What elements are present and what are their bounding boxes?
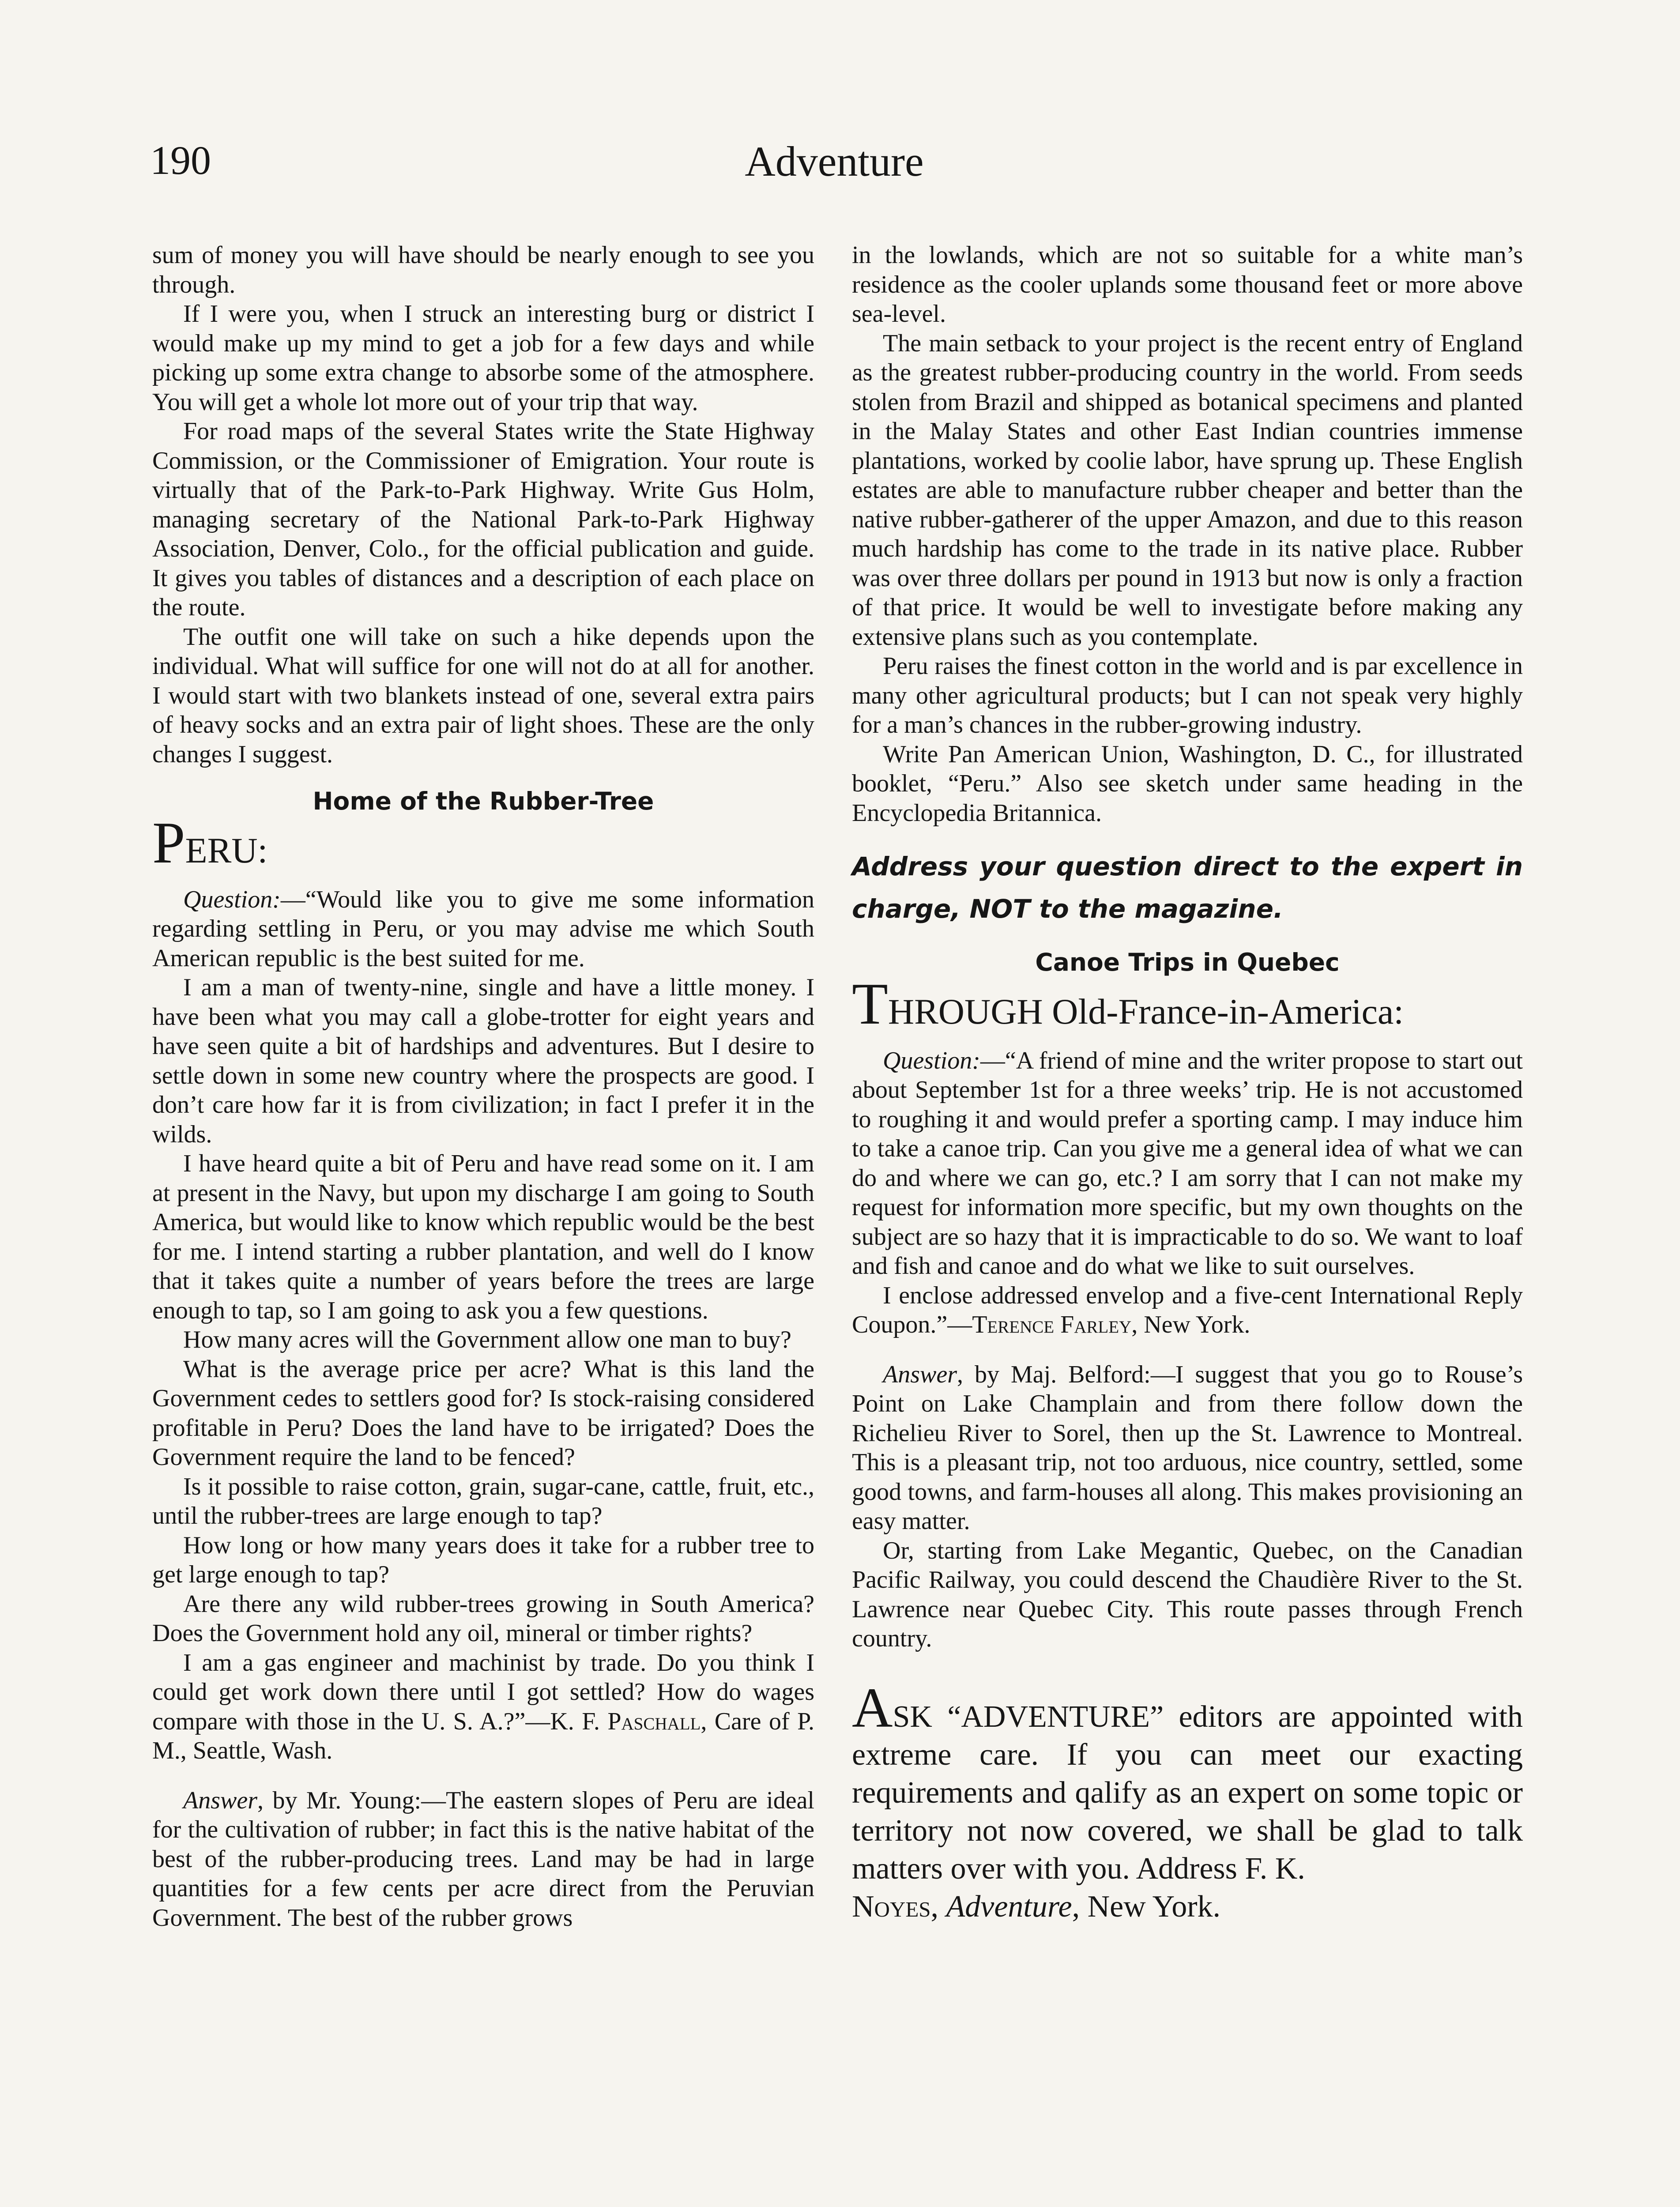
answer-paragraph: Or, starting from Lake Megantic, Quebec, on the Canadian Pacific Railway, you could descend the Chaudière River to the St. Lawrence near Quebec City. This route passes through French country. bbox=[852, 1537, 1523, 1652]
drop-initial: T bbox=[852, 971, 888, 1036]
question-text: I enclose addressed envelop and a five-cent International Reply Coupon.”— bbox=[852, 1281, 1523, 1338]
section-lead-peru bbox=[152, 810, 814, 875]
question-paragraph: Is it possible to raise cotton, grain, sugar-cane, cattle, fruit, etc., until the rubber-trees are large enough to tap? bbox=[152, 1473, 814, 1529]
question-paragraph: What is the average price per acre? What is this land the Government cedes to settlers good for? Is stock-raising considered profitable in Peru? Does the land have to be irrigated? Does the Government require the land to be fenced? bbox=[152, 1355, 814, 1471]
paragraph: Write Pan American Union, Washington, D. C., for illustrated booklet, “Peru.” Also see sketch under same heading in the Encyclopedia Britannica. bbox=[852, 740, 1523, 827]
question-paragraph: I have heard quite a bit of Peru and have read some on it. I am at present in the Navy, but upon my discharge I am going to South America, but would like to know which republic would be the best for me. I intend starting a rubber plantation, and well do I know that it takes quite a number of years before the trees are large enough to tap, so I am going to ask you a few questions. bbox=[152, 1150, 814, 1324]
paragraph: The main setback to your project is the recent entry of England as the greatest rubber-producing country in the world. From seeds stolen from Brazil and shipped as botanical specimens and planted in the Malay States and other East Indian countries immense plantations, worked by coolie labor, have sprung up. These English estates are able to manufacture rubber cheaper and better than the native rubber-gatherer of the upper Amazon, and due to this reason much hardship has come to the trade in its native place. Rubber was over three dollars per pound in 1913 but now is only a fraction of that price. It would be well to investigate before making any extensive plans such as you contemplate. bbox=[852, 329, 1523, 651]
paragraph: For road maps of the several States write the State Highway Commission, or the Commissioner of Emigration. Your route is virtually that of the Park-to-Park Highway. Write Gus Holm, managing secretary of the National Park-to-Park Highway Association, Denver, Colo., for the official publication and guide. It gives you tables of distances and a description of each place on the route. bbox=[152, 418, 814, 621]
asker-address: , New York. bbox=[1131, 1311, 1251, 1338]
notice-caps: SK bbox=[893, 1699, 932, 1734]
answer-text: —The eastern slopes of Peru are ideal for the cultivation of rubber; in fact this is the native habitat of the best of the rubber-producing trees. Land may be had in large quantities for a few cents per acre direct from the Peruvian Government. The best of the rubber grows bbox=[152, 1786, 814, 1932]
magazine-title: Adventure bbox=[745, 138, 924, 185]
asker-address: , Care of P. M., Seattle, Wash. bbox=[152, 1707, 814, 1764]
asker-name: Terence Farley bbox=[972, 1311, 1132, 1338]
question-paragraph: I am a man of twenty-nine, single and have a little money. I have been what you may call a globe-trotter for eight years and have seen quite a bit of hardships and adventures. But I desire to settle down in some new country where the prospects are good. I don’t care how far it is from civilization; in fact I prefer it in the wilds. bbox=[152, 974, 814, 1148]
question-signoff bbox=[852, 1281, 1523, 1340]
question-text: —“A friend of mine and the writer propose to start out about September 1st for a three weeks’ trip. He is not accustomed to roughing it and would prefer a sporting camp. I may induce him to take a canoe trip. Can you give me a general idea of what we can do and where we can go, etc.? I am sorry that I can not make my request for information more specific, but my own thoughts on the subject are so hazy that it is impracticable to do so. We want to loaf and fish and canoe and do what we like to suit ourselves. bbox=[852, 1047, 1523, 1280]
section-title-canoe-trips: Canoe Trips in Quebec bbox=[1035, 948, 1340, 976]
lead-caps: HROUGH bbox=[888, 991, 1043, 1032]
left-column bbox=[152, 241, 814, 1932]
paragraph: sum of money you will have should be nearly enough to see you through. bbox=[152, 241, 814, 298]
drop-initial: A bbox=[852, 1676, 893, 1739]
magazine-name: Adventure bbox=[946, 1889, 1072, 1924]
answer-label: Answer bbox=[183, 1786, 257, 1814]
page-header bbox=[150, 137, 1518, 207]
answer-byline: , by Mr. Young: bbox=[257, 1786, 422, 1814]
section-title-rubber-tree: Home of the Rubber-Tree bbox=[313, 787, 654, 815]
page-number: 190 bbox=[150, 138, 211, 183]
paragraph: in the lowlands, which are not so suitable for a white man’s residence as the cooler uplands some thousand feet or more above sea-level. bbox=[852, 241, 1523, 328]
question-paragraph: How long or how many years does it take for a rubber tree to get large enough to tap? bbox=[152, 1531, 814, 1588]
right-column bbox=[852, 241, 1523, 1926]
lead-text: ERU: bbox=[185, 830, 268, 870]
question-text: I am a gas engineer and machinist by trade. Do you think I could get work down there until I got settled? How do wages compare with those in the U. S. A.?”— bbox=[152, 1649, 814, 1735]
drop-initial: P bbox=[152, 810, 185, 875]
notice-end: , New York. bbox=[1072, 1889, 1221, 1924]
question-label: Question: bbox=[883, 1047, 980, 1074]
question-text: —“Would like you to give me some information regarding settling in Peru, or you may advise me which South American republic is the best suited for me. bbox=[152, 885, 814, 972]
ask-adventure-notice bbox=[852, 1676, 1523, 1926]
lead-text: Old-France-in-America: bbox=[1043, 991, 1404, 1032]
editor-name: Noyes bbox=[852, 1889, 931, 1924]
question-paragraph bbox=[152, 885, 814, 973]
answer-text: —I suggest that you go to Rouse’s Point on Lake Champlain and from there follow down the Richelieu River to Sorel, then up the St. Lawrence to Montreal. This is a pleasant trip, not too arduous, nice country, settled, some good towns, and farm-houses all along. This makes provisioning an easy matter. bbox=[852, 1360, 1523, 1535]
answer-paragraph bbox=[152, 1786, 814, 1933]
answer-byline: , by Maj. Belford: bbox=[957, 1360, 1151, 1388]
question-paragraph bbox=[852, 1046, 1523, 1281]
notice-separator: , bbox=[930, 1889, 946, 1924]
question-paragraph: Are there any wild rubber-trees growing in South America? Does the Government hold any oil, mineral or timber rights? bbox=[152, 1590, 814, 1647]
paragraph: Peru raises the finest cotton in the world and is par excellence in many other agricultural products; but I can not speak very highly for a man’s chances in the rubber-growing industry. bbox=[852, 652, 1523, 738]
question-paragraph: How many acres will the Government allow one man to buy? bbox=[183, 1326, 791, 1353]
answer-label: Answer bbox=[883, 1360, 957, 1388]
address-notice: Address your question direct to the expert in charge, NOT to the magazine. bbox=[852, 851, 1523, 924]
asker-name: K. F. Paschall bbox=[550, 1707, 701, 1735]
section-lead-quebec bbox=[852, 971, 1523, 1036]
question-label: Question: bbox=[183, 885, 281, 913]
paragraph: If I were you, when I struck an interesting burg or district I would make up my mind to get a job for a few days and while picking up some extra change to absorbe some of the atmosphere. You will get a whole lot more out of your trip that way. bbox=[152, 300, 814, 416]
question-signoff bbox=[152, 1648, 814, 1766]
paragraph: The outfit one will take on such a hike depends upon the individual. What will suffice for one will not do at all for another. I would start with two blankets instead of one, several extra pairs of heavy socks and an extra pair of light shoes. These are the only changes I suggest. bbox=[152, 623, 814, 768]
answer-paragraph bbox=[852, 1360, 1523, 1536]
notice-text: “ADVENTURE” editors are appointed with extreme care. If you can meet our exacting requirements and qalify as an expert on some topic or territory not now covered, we shall be glad to talk matters over with you. Address F. K. bbox=[852, 1699, 1523, 1886]
